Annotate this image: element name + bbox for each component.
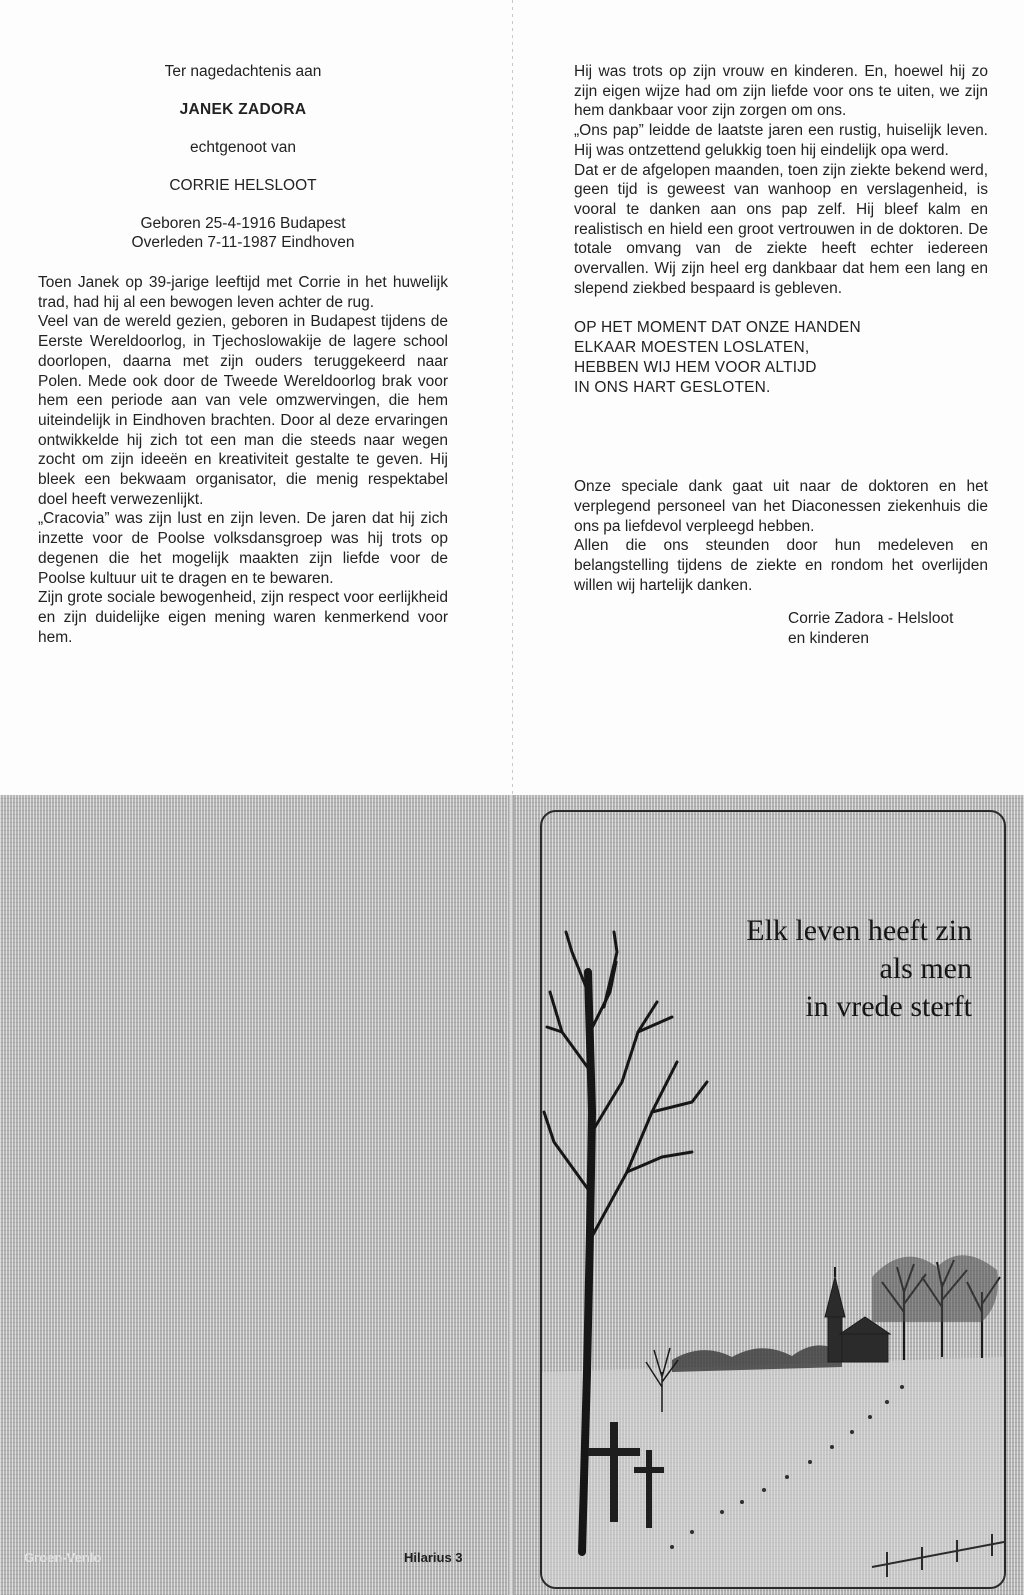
spouse-name: CORRIE HELSLOOT [169, 177, 317, 194]
motto-line: als men [879, 952, 972, 985]
thanks-paragraph: Onze speciale dank gaat uit naar de doktoren en het verplegend personeel van het Diaconessen ziekenhuis die ons pa liefdevol verpleegd hebben. [574, 478, 988, 535]
biography-paragraph: Veel van de wereld gezien, geboren in Budapest tijdens de Eerste Wereldoorlog, in Tjechoslowakije de lagere school doorlopen, daarna met zijn ouders teruggekeerd naar Polen. Mede ook door de Tweede Wereldoorlog brak voor hem een periode aan van vele omzwervingen, die hem uiteindelijk in Eindhoven brachten. Door al deze ervaringen ontwikkelde hij zich tot een man die steeds naar wegen zocht om zijn ideeën en kreativiteit gestalte te geven. Hij bleek een bekwaam organisator, die menig respektabel doel heeft verwezenlijkt. [38, 313, 448, 508]
series-imprint: Hilarius 3 [404, 1550, 463, 1565]
cover-frame [540, 810, 1006, 1589]
relation-text: echtgenoot van [189, 139, 296, 156]
verse-line: IN ONS HART GESLOTEN. [574, 378, 771, 396]
right-trees-icon [872, 1255, 1000, 1360]
cover-motto [682, 912, 972, 1026]
card-inside [0, 0, 1024, 795]
birth-date: Geboren 25-4-1916 Budapest [140, 215, 346, 232]
inside-right-column [574, 62, 988, 649]
fold-line [512, 0, 513, 795]
biography [38, 273, 448, 647]
card-fold [508, 795, 514, 1595]
motto-line: Elk leven heeft zin [746, 914, 972, 947]
biography-paragraph: Zijn grote sociale bewogenheid, zijn respect voor eerlijkheid en zijn duidelijke eigen mening waren kenmerkend voor hem. [38, 589, 448, 646]
signature-name: Corrie Zadora - Helsloot [788, 610, 954, 628]
card-outside [0, 795, 1024, 1595]
memorial-intro: Ter nagedachtenis aan [164, 63, 322, 80]
verse-line: HEBBEN WIJ HEM VOOR ALTIJD [574, 358, 817, 376]
signature [574, 609, 988, 648]
family-paragraph: Dat er de afgelopen maanden, toen zijn ziekte bekend werd, geen tijd is geweest van wanhoop en verslagenheid, is vooral te danken aan ons pap zelf. Hij bleef kalm en realistisch en hield een groot vertrouwen in de doktoren. De totale omvang van de ziekte heeft echter iedereen overvallen. Wij zijn heel erg dankbaar dat hem een lang en slepend ziekbed bespaard is gebleven. [574, 161, 988, 297]
death-date: Overleden 7-11-1987 Eindhoven [131, 234, 355, 251]
verse-line: ELKAAR MOESTEN LOSLATEN, [574, 339, 810, 357]
motto-line: in vrede sterft [805, 990, 972, 1023]
biography-paragraph: Toen Janek op 39-jarige leeftijd met Corrie in het huwelijk trad, had hij al een bewogen leven achter de rug. [38, 274, 448, 311]
signature-family: en kinderen [788, 630, 870, 648]
family-paragraph: Hij was trots op zijn vrouw en kinderen. En, hoewel hij zo zijn eigen wijze had om zijn liefde voor ons te uiten, we zijn hem dankbaar voor zijn zorgen om ons. [574, 63, 988, 120]
printer-imprint: Groen-Venlo [24, 1550, 102, 1565]
verse [574, 318, 988, 397]
verse-line: OP HET MOMENT DAT ONZE HANDEN [574, 319, 861, 337]
thanks-paragraph: Allen die ons steunden door hun medeleven en belangstelling tijdens de ziekte en rondom het overlijden willen wij hartelijk danken. [574, 537, 988, 594]
inside-left-column [38, 62, 448, 647]
biography-paragraph: „Cracovia” was zijn lust en zijn leven. De jaren dat hij zich inzette voor de Poolse volksdansgroep was hij trots op degenen die het mogelijk maakten zijn liefde voor de Poolse kultuur uit te dragen en te bewaren. [38, 510, 448, 587]
thanks [574, 477, 988, 595]
deceased-name: JANEK ZADORA [179, 101, 307, 118]
family-paragraph: „Ons pap” leidde de laatste jaren een rustig, huiselijk leven. Hij was ontzettend gelukkig toen hij eindelijk opa werd. [574, 122, 988, 159]
